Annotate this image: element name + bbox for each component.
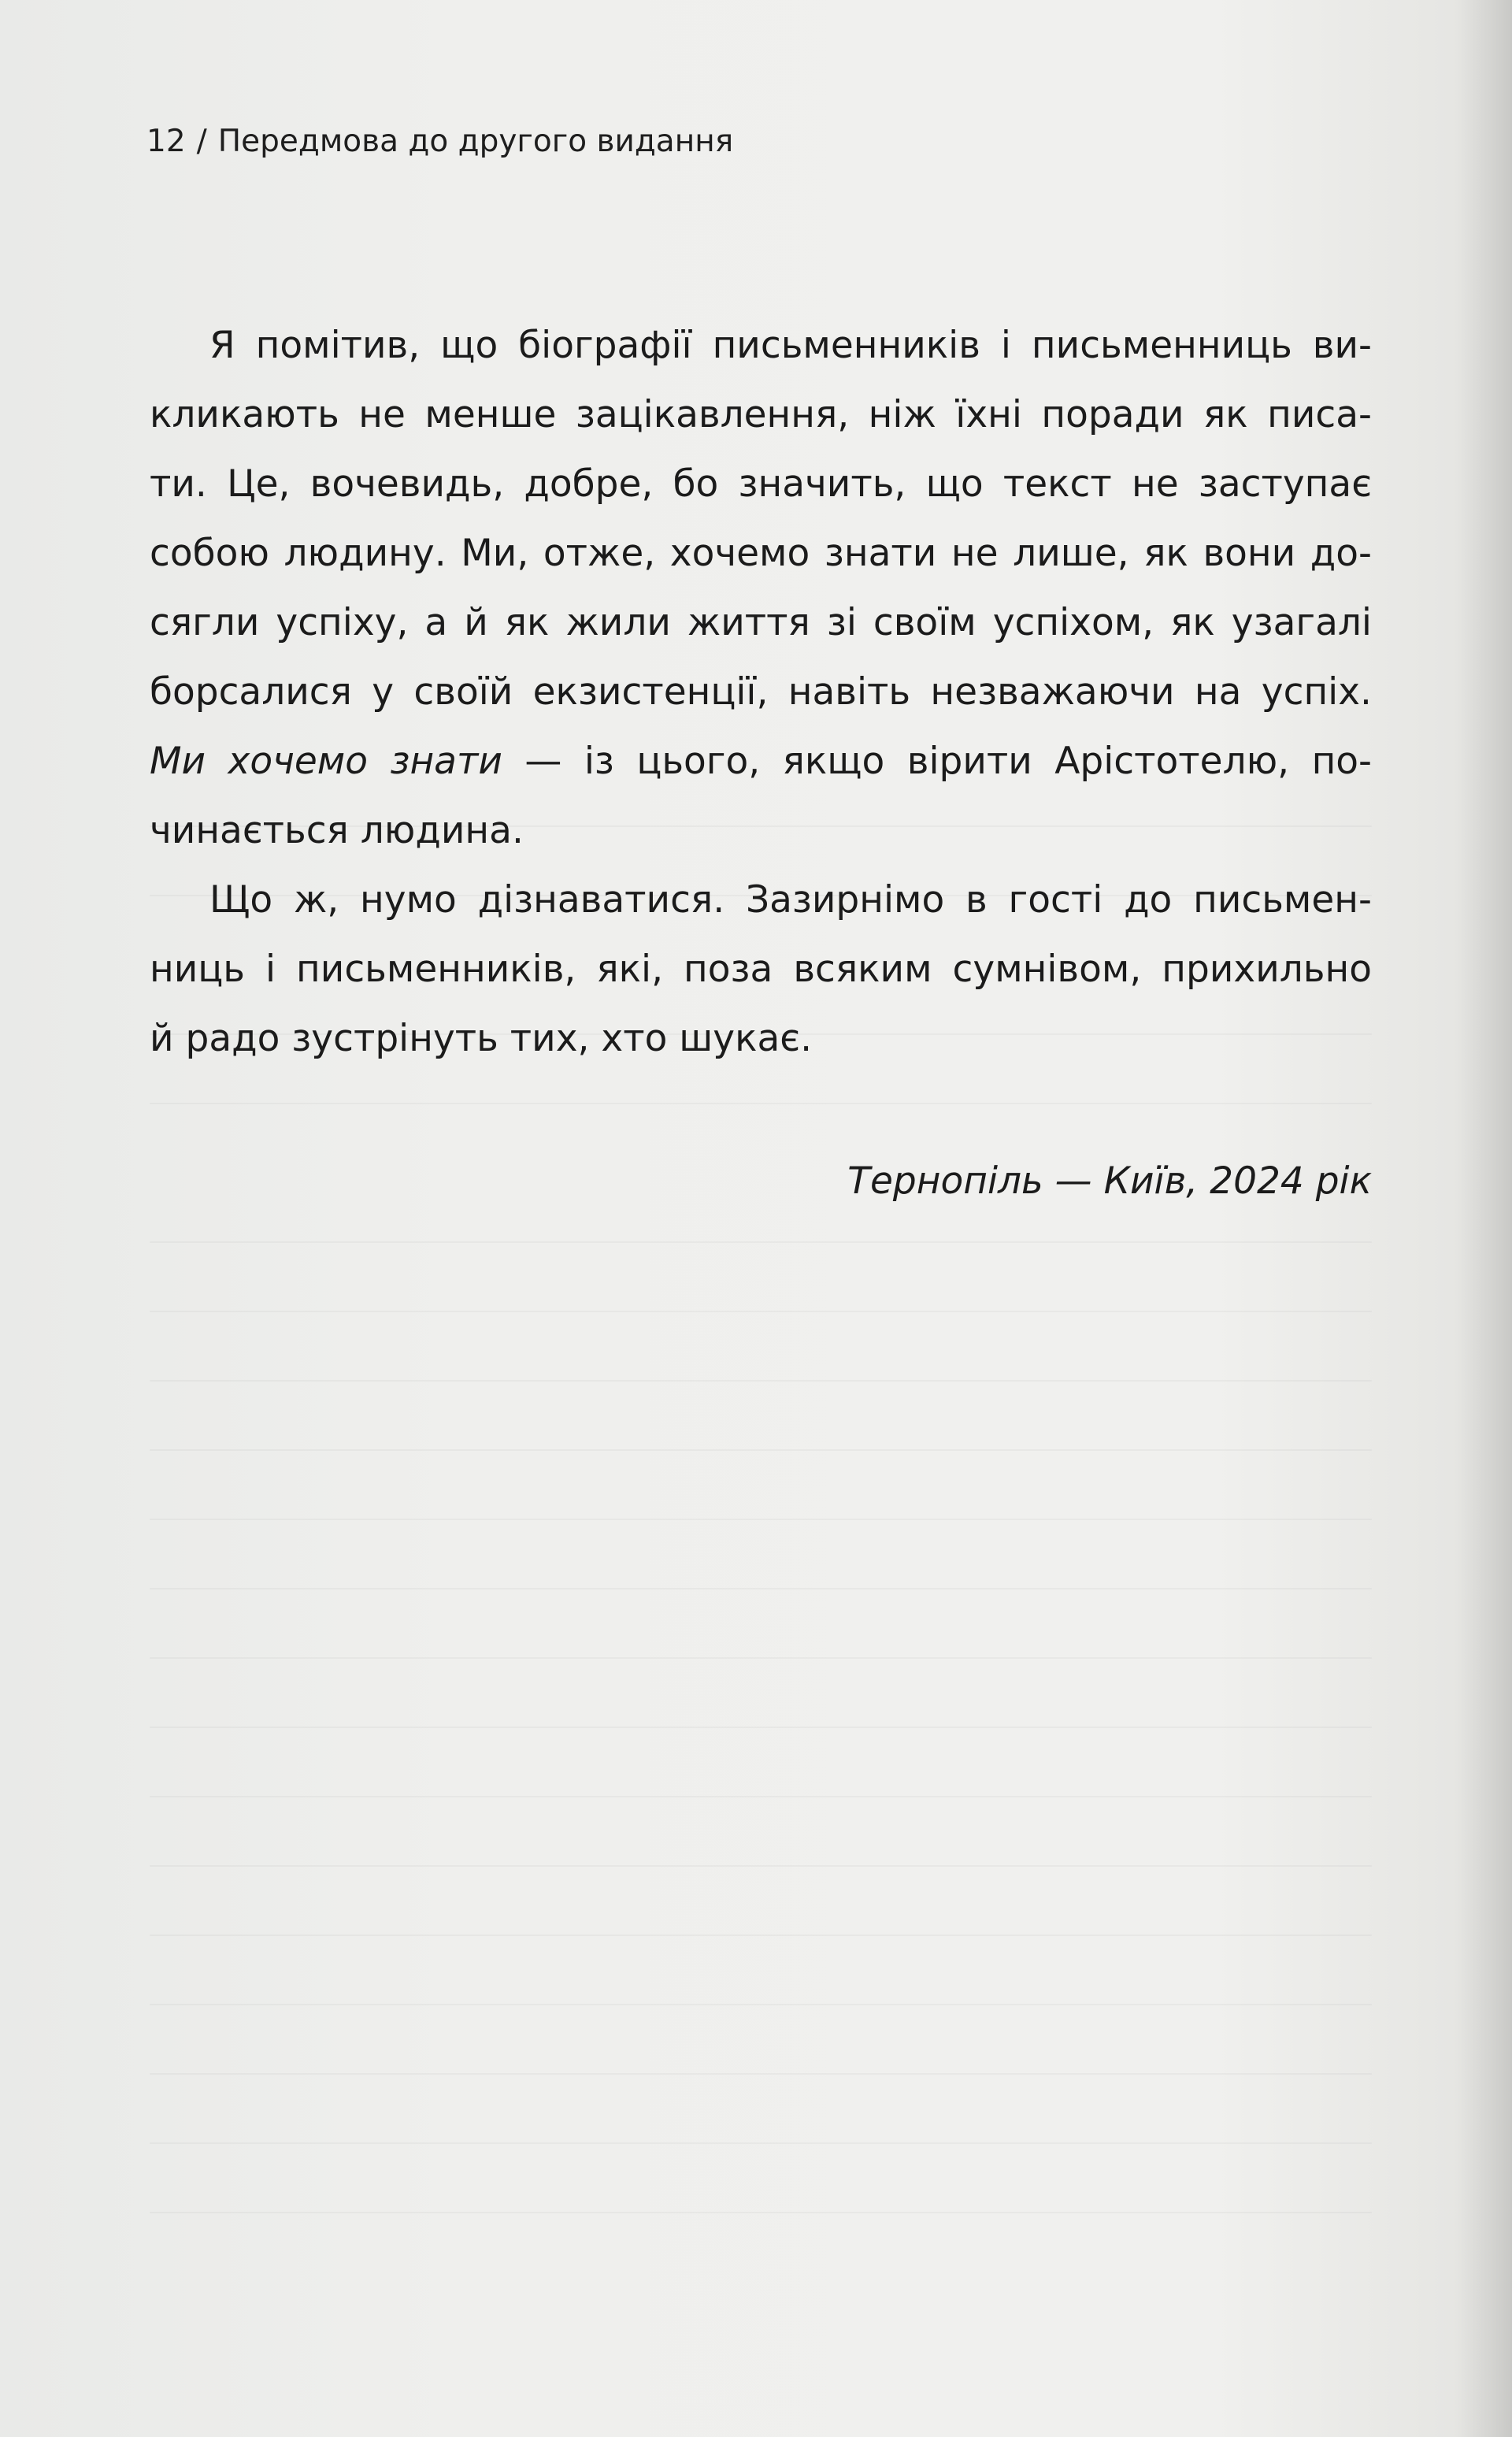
show-through-line xyxy=(150,2073,1372,2075)
show-through-line xyxy=(150,2212,1372,2213)
paragraph-2 xyxy=(150,866,1372,1074)
show-through-line xyxy=(150,1865,1372,1867)
place-date-signature: Тернопіль — Київ, 2024 рік xyxy=(847,1159,1372,1203)
text-line xyxy=(150,727,1372,796)
show-through-line xyxy=(150,1796,1372,1797)
show-through-line xyxy=(150,1380,1372,1382)
running-head xyxy=(146,120,733,164)
text-line: ти. Це, вочевидь, добре, бо значить, що текст не заступає xyxy=(150,462,1372,506)
body-text xyxy=(150,311,1372,1074)
chapter-title: Передмова до другого видання xyxy=(217,124,734,159)
show-through-line xyxy=(150,1103,1372,1104)
italic-phrase: Ми хочемо знати xyxy=(150,740,502,783)
text-line: й радо зустрінуть тих, хто шукає. xyxy=(150,1017,813,1060)
show-through-line xyxy=(150,2004,1372,2005)
text-line: борсалися у своїй екзистенції, навіть незважаючи на успіх. xyxy=(150,670,1372,714)
text-line: сягли успіху, а й як жили життя зі своїм успіхом, як узагалі xyxy=(150,601,1372,644)
text-line: Що ж, нумо дізнаватися. Зазирнімо в гості до письмен- xyxy=(209,878,1372,922)
text-line: кликають не менше зацікавлення, ніж їхні поради як писа- xyxy=(150,393,1372,436)
page-edge-shadow xyxy=(1457,0,1512,2437)
text-line: собою людину. Ми, отже, хочемо знати не лише, як вони до- xyxy=(150,532,1372,575)
show-through-line xyxy=(150,1241,1372,1243)
show-through-line xyxy=(150,1449,1372,1451)
show-through-line xyxy=(150,1519,1372,1520)
show-through-line xyxy=(150,1727,1372,1728)
text-line: чинається людина. xyxy=(150,809,524,852)
show-through-line xyxy=(150,2142,1372,2144)
text-line: ниць і письменників, які, поза всяким сумнівом, прихильно xyxy=(150,948,1372,991)
text-fragment: — із цього, якщо вірити Арістотелю, по- xyxy=(502,740,1373,783)
show-through-line xyxy=(150,1657,1372,1659)
paragraph-1 xyxy=(150,311,1372,866)
show-through-line xyxy=(150,1311,1372,1312)
text-line: Я помітив, що біографії письменників і письменниць ви- xyxy=(209,324,1372,367)
header-separator: / xyxy=(196,124,207,159)
show-through-line xyxy=(150,1588,1372,1589)
show-through-line xyxy=(150,1934,1372,1936)
page-number: 12 xyxy=(146,124,186,159)
